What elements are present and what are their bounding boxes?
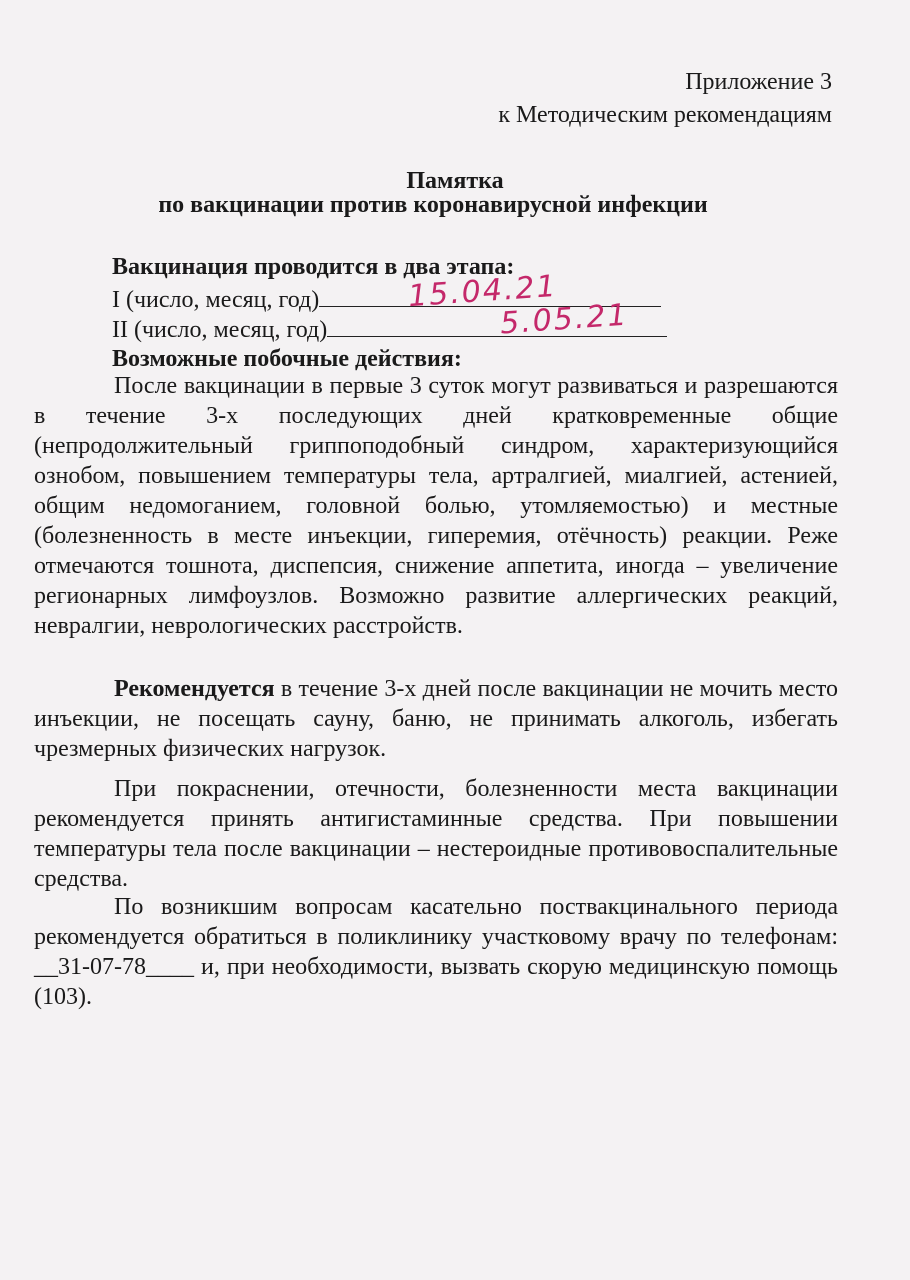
- appendix-line-1: Приложение 3: [685, 69, 832, 95]
- recommendation-bold: Рекомендуется: [114, 676, 275, 702]
- side-effects-heading: Возможные побочные действия:: [112, 346, 462, 372]
- stage1-handwritten-date: 15.04.21: [406, 268, 559, 315]
- document-title: Памятка: [406, 168, 504, 194]
- appendix-line-2: к Методическим рекомендациям: [498, 102, 832, 128]
- stage1-label: I (число, месяц, год): [112, 287, 320, 313]
- document-subtitle: по вакцинации против коронавирусной инфекции: [158, 192, 708, 218]
- redness-paragraph: При покраснении, отечности, болезненности места вакцинации рекомендуется принять антигистаминные средства. При повышении температуры тела после вакцинации – нестероидные противовоспалительные средства.: [34, 776, 838, 892]
- contacts-paragraph: [34, 892, 838, 1012]
- stage2-handwritten-date: 5.05.21: [498, 297, 630, 342]
- recommendation-paragraph: [34, 674, 838, 764]
- side-effects-paragraph: После вакцинации в первые 3 суток могут развиваться и разрешаются в течение 3-х последующих дней кратковременные общие (непродолжительный гриппоподобный синдром, характеризующийся ознобом, повышением температуры тела, артралгией, миалгией, астенией, общим недомоганием, головной болью, утомляемостью) и местные (болезненность в месте инъекции, гиперемия, отёчность) реакции. Реже отмечаются тошнота, диспепсия, снижение аппетита, иногда – увеличение регионарных лимфоузлов. Возможно развитие аллергических реакций, невралгии, неврологических расстройств.: [34, 373, 838, 639]
- contacts-text-after: и, при необходимости, вызвать скорую медицинскую помощь (103).: [34, 954, 838, 1010]
- contacts-text-before: По возникшим вопросам касательно поствакцинального периода рекомендуется обратиться в поликлинику участковому врачу по телефонам:: [34, 894, 838, 950]
- contacts-phone: __31-07-78____: [34, 954, 194, 980]
- stages-heading: Вакцинация проводится в два этапа:: [112, 254, 515, 280]
- appendix-header: [498, 66, 832, 132]
- stage2-label: II (число, месяц, год): [112, 317, 328, 343]
- recommendation-text: в течение 3-х дней после вакцинации не мочить место инъекции, не посещать сауну, баню, не принимать алкоголь, избегать чрезмерных физических нагрузок.: [34, 676, 838, 762]
